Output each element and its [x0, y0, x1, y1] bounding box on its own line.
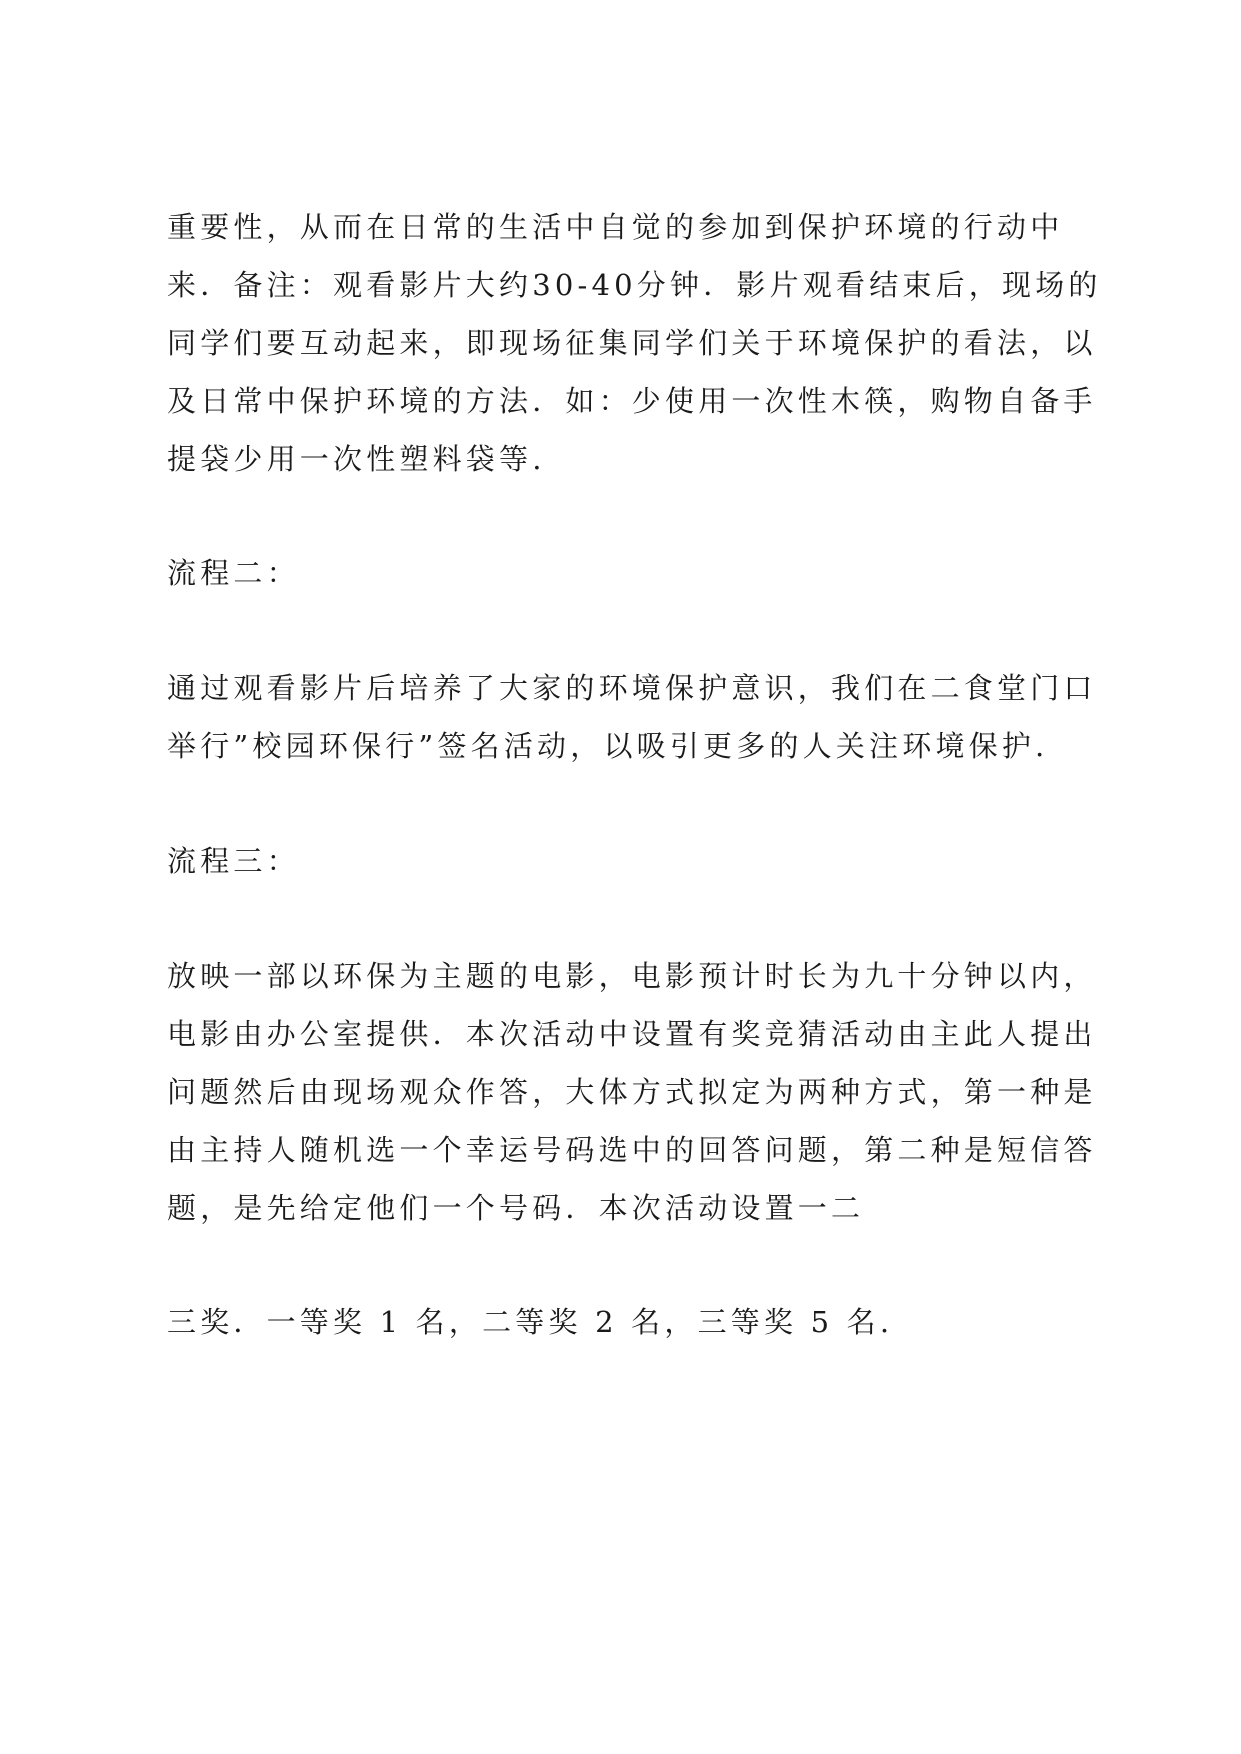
- body-text-line: 同学们要互动起来，即现场征集同学们关于环境保护的看法，以: [167, 326, 1097, 360]
- section-heading: 流程三：: [167, 844, 300, 878]
- body-text-line: 提袋少用一次性塑料袋等.: [167, 442, 546, 476]
- body-text-line: 重要性，从而在日常的生活中自觉的参加到保护环境的行动中: [167, 210, 1064, 244]
- body-text-line: 电影由办公室提供．本次活动中设置有奖竞猜活动由主此人提出: [167, 1017, 1097, 1051]
- body-text-line: 题，是先给定他们一个号码．本次活动设置一二: [167, 1191, 865, 1225]
- body-text-line: 问题然后由现场观众作答，大体方式拟定为两种方式，第一种是: [167, 1075, 1097, 1109]
- section-heading: 流程二：: [167, 556, 300, 590]
- body-text-line: 三奖．一等奖 1 名，二等奖 2 名，三等奖 5 名.: [167, 1305, 894, 1339]
- body-text-line: 放映一部以环保为主题的电影，电影预计时长为九十分钟以内，: [167, 959, 1097, 993]
- body-text-line: 来．备注：观看影片大约30-40分钟．影片观看结束后，现场的: [167, 268, 1102, 302]
- body-text-line: 举行”校园环保行”签名活动，以吸引更多的人关注环境保护.: [167, 729, 1049, 763]
- body-text-line: 通过观看影片后培养了大家的环境保护意识，我们在二食堂门口: [167, 671, 1097, 705]
- body-text-line: 由主持人随机选一个幸运号码选中的回答问题，第二种是短信答: [167, 1133, 1097, 1167]
- body-text-line: 及日常中保护环境的方法．如：少使用一次性木筷，购物自备手: [167, 384, 1097, 418]
